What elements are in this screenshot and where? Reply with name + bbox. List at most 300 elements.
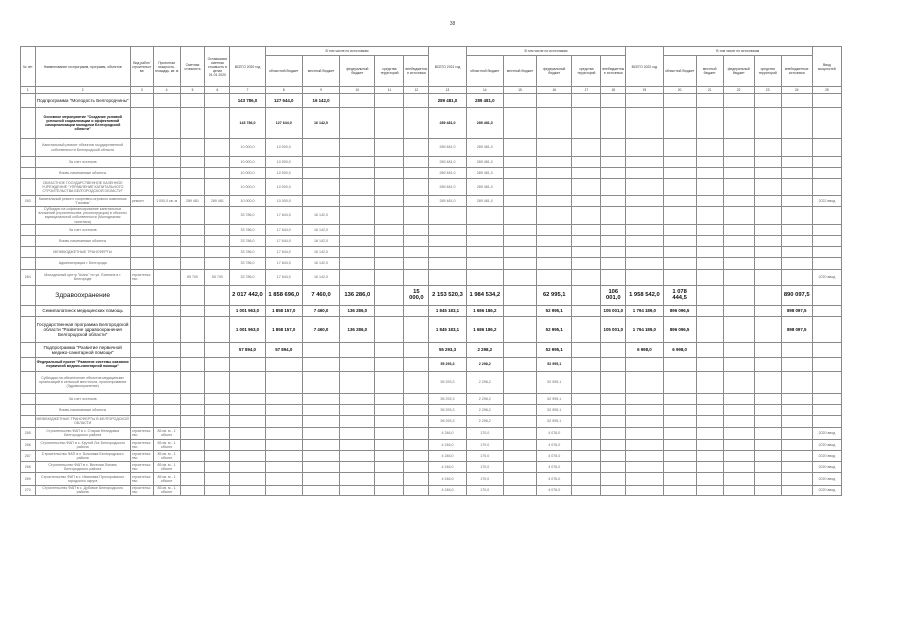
value-cell xyxy=(503,196,536,207)
value-cell: 289 481,0 xyxy=(466,179,503,196)
work-type xyxy=(130,404,153,415)
value-cell xyxy=(781,207,812,225)
value-cell xyxy=(375,342,404,357)
value-cell xyxy=(723,246,754,257)
value-cell xyxy=(723,357,754,371)
value-cell xyxy=(404,157,429,168)
value-cell: 52 995,1 xyxy=(537,305,572,316)
value-cell xyxy=(375,439,404,450)
commissioning-year: 2022 ввод xyxy=(812,196,841,207)
value-cell xyxy=(626,472,663,485)
value-cell xyxy=(340,472,375,485)
commissioning-year xyxy=(812,108,841,139)
row-title: Подпрограмма "Развитие первичной медико-санитарной помощи" xyxy=(35,342,130,357)
value-cell xyxy=(696,485,723,495)
value-cell xyxy=(601,224,626,235)
value-cell xyxy=(404,357,429,371)
header-type: Вид работ/строительства xyxy=(130,47,153,87)
value-cell xyxy=(663,246,696,257)
commissioning-year xyxy=(812,139,841,157)
value-cell: 289 481,0 xyxy=(429,139,466,157)
row-title: Здравоохранение xyxy=(35,285,130,305)
value-cell xyxy=(696,235,723,246)
value-cell xyxy=(265,393,302,404)
value-cell xyxy=(696,196,723,207)
header-territory-2022: средства территорий xyxy=(754,56,781,87)
row-number xyxy=(21,224,36,235)
value-cell xyxy=(153,207,180,225)
value-cell xyxy=(340,269,375,285)
header-territory-2020: средства территорий xyxy=(375,56,404,87)
value-cell xyxy=(180,235,205,246)
value-cell xyxy=(153,246,180,257)
value-cell xyxy=(781,179,812,196)
value-cell xyxy=(340,157,375,168)
row-title: Вновь начинаемые объекты xyxy=(35,404,130,415)
commissioning-year xyxy=(812,257,841,269)
value-cell xyxy=(626,269,663,285)
header-local-2020: местный бюджет xyxy=(302,56,339,87)
value-cell: 170,0 xyxy=(466,485,503,495)
value-cell xyxy=(754,427,781,439)
value-cell xyxy=(302,342,339,357)
table-row xyxy=(21,461,842,472)
value-cell: 170,0 xyxy=(466,439,503,450)
row-number: 264 xyxy=(21,269,36,285)
commissioning-year: 2020 ввод xyxy=(812,427,841,439)
value-cell xyxy=(375,393,404,404)
value-cell xyxy=(153,371,180,393)
header-remaining: Оставшаяся сметная стоимость в ценах 01.01.2020 xyxy=(205,47,230,87)
value-cell: 10 000,0 xyxy=(230,179,265,196)
row-title: Субсидии на обеспечение объектов медицинских организаций в сельской местности, проектирование (Здравоохранение) xyxy=(35,371,130,393)
work-type xyxy=(130,224,153,235)
value-cell xyxy=(626,461,663,472)
value-cell xyxy=(572,342,601,357)
value-cell xyxy=(537,157,572,168)
value-cell xyxy=(626,196,663,207)
header-name: Наименование госпрограмм, программ, объектов xyxy=(35,47,130,87)
value-cell xyxy=(230,357,265,371)
value-cell: 10 000,0 xyxy=(230,139,265,157)
value-cell: 16 142,0 xyxy=(302,224,339,235)
commissioning-year: 2020 ввод xyxy=(812,439,841,450)
table-body xyxy=(21,87,842,496)
value-cell: 10 000,0 xyxy=(265,179,302,196)
value-cell xyxy=(302,439,339,450)
value-cell xyxy=(537,207,572,225)
value-cell xyxy=(663,439,696,450)
value-cell: 898 097,5 xyxy=(781,305,812,316)
value-cell: 289 481,0 xyxy=(429,157,466,168)
column-number: 14 xyxy=(466,87,503,94)
value-cell xyxy=(572,224,601,235)
value-cell xyxy=(781,94,812,108)
budget-table-sheet xyxy=(20,46,842,496)
value-cell: 65 700 xyxy=(180,269,205,285)
value-cell: 33 786,0 xyxy=(230,269,265,285)
value-cell xyxy=(503,246,536,257)
value-cell: 7 460,0 xyxy=(302,316,339,342)
value-cell xyxy=(781,168,812,179)
value-cell xyxy=(340,461,375,472)
value-cell xyxy=(754,393,781,404)
value-cell xyxy=(723,179,754,196)
table-row xyxy=(21,224,842,235)
value-cell xyxy=(404,224,429,235)
value-cell xyxy=(572,139,601,157)
value-cell: 1 845 183,1 xyxy=(429,305,466,316)
row-title: Федеральный проект "Развитие системы оказания первичной медико-санитарной помощи" xyxy=(35,357,130,371)
commissioning-year xyxy=(812,179,841,196)
value-cell xyxy=(754,485,781,495)
value-cell: 57 894,0 xyxy=(230,342,265,357)
value-cell xyxy=(696,371,723,393)
value-cell xyxy=(626,179,663,196)
value-cell xyxy=(723,393,754,404)
value-cell xyxy=(205,316,230,342)
work-type xyxy=(130,246,153,257)
value-cell: 7 460,0 xyxy=(302,305,339,316)
value-cell xyxy=(375,157,404,168)
value-cell xyxy=(265,415,302,427)
value-cell xyxy=(503,461,536,472)
row-number xyxy=(21,415,36,427)
value-cell xyxy=(723,450,754,461)
value-cell xyxy=(205,485,230,495)
value-cell xyxy=(626,257,663,269)
value-cell xyxy=(537,94,572,108)
value-cell xyxy=(180,285,205,305)
value-cell xyxy=(572,179,601,196)
row-number: 265 xyxy=(21,427,36,439)
value-cell xyxy=(663,393,696,404)
value-cell: 289 481 xyxy=(180,196,205,207)
value-cell: 55 293,3 xyxy=(429,404,466,415)
value-cell xyxy=(180,224,205,235)
work-type xyxy=(130,371,153,393)
value-cell xyxy=(601,461,626,472)
value-cell xyxy=(572,157,601,168)
value-cell xyxy=(781,139,812,157)
value-cell: 33 786,0 xyxy=(230,246,265,257)
header-regional-2021: областной бюджет xyxy=(466,56,503,87)
table-row xyxy=(21,139,842,157)
value-cell: 17 644,0 xyxy=(265,246,302,257)
value-cell xyxy=(153,404,180,415)
value-cell xyxy=(340,404,375,415)
value-cell xyxy=(230,393,265,404)
table-row xyxy=(21,415,842,427)
value-cell xyxy=(375,461,404,472)
row-number: 268 xyxy=(21,461,36,472)
value-cell xyxy=(466,207,503,225)
row-title: Строительство ФАП в с. Крутой Лог Белгородского района xyxy=(35,439,130,450)
value-cell xyxy=(696,415,723,427)
value-cell xyxy=(404,207,429,225)
row-title: ОБЛАСТНОЕ ГОСУДАРСТВЕННОЕ КАЗЕННОЕ УЧРЕЖДЕНИЕ "УПРАВЛЕНИЕ КАПИТАЛЬНОГО СТРОИТЕЛЬСТВА БЕЛГОРОДСКОЙ ОБЛАСТИ" xyxy=(35,179,130,196)
value-cell xyxy=(404,485,429,495)
value-cell xyxy=(663,235,696,246)
value-cell xyxy=(153,269,180,285)
value-cell xyxy=(572,439,601,450)
value-cell: 143 786,0 xyxy=(230,108,265,139)
value-cell xyxy=(340,439,375,450)
value-cell xyxy=(601,371,626,393)
commissioning-year xyxy=(812,224,841,235)
value-cell xyxy=(375,305,404,316)
value-cell xyxy=(601,393,626,404)
value-cell xyxy=(404,450,429,461)
value-cell xyxy=(265,461,302,472)
value-cell xyxy=(429,207,466,225)
value-cell: 1 845 183,1 xyxy=(429,316,466,342)
row-title: Администрация г. Белгорода xyxy=(35,257,130,269)
table-row xyxy=(21,342,842,357)
value-cell xyxy=(375,246,404,257)
value-cell xyxy=(754,157,781,168)
value-cell xyxy=(723,269,754,285)
value-cell xyxy=(723,257,754,269)
value-cell xyxy=(180,157,205,168)
row-number: 270 xyxy=(21,485,36,495)
work-type: строительство xyxy=(130,461,153,472)
value-cell: 10 000,0 xyxy=(230,168,265,179)
value-cell: 2 017 442,0 xyxy=(230,285,265,305)
budget-table xyxy=(20,46,842,496)
table-row xyxy=(21,485,842,495)
header-federal-2020: федеральный бюджет xyxy=(340,56,375,87)
value-cell xyxy=(375,207,404,225)
value-cell: 16 142,0 xyxy=(302,269,339,285)
value-cell: 896 096,5 xyxy=(663,316,696,342)
value-cell xyxy=(601,257,626,269)
value-cell: 1 858 696,0 xyxy=(265,285,302,305)
value-cell xyxy=(230,439,265,450)
work-type xyxy=(130,94,153,108)
value-cell xyxy=(754,461,781,472)
value-cell xyxy=(153,224,180,235)
value-cell xyxy=(572,305,601,316)
value-cell xyxy=(696,285,723,305)
value-cell xyxy=(205,224,230,235)
value-cell xyxy=(466,257,503,269)
value-cell xyxy=(601,485,626,495)
row-number xyxy=(21,257,36,269)
value-cell xyxy=(572,357,601,371)
value-cell xyxy=(663,371,696,393)
value-cell: 10 000,0 xyxy=(265,157,302,168)
value-cell xyxy=(205,450,230,461)
value-cell: 4 246,0 xyxy=(429,461,466,472)
value-cell: 289 481,0 xyxy=(466,168,503,179)
header-federal-2021: федеральный бюджет xyxy=(537,56,572,87)
row-title: Основное мероприятие "Создание условий успешной социализации и эффективной самореализации молодежи Белгородской области" xyxy=(35,108,130,139)
column-number: 1 xyxy=(21,87,36,94)
value-cell xyxy=(663,472,696,485)
value-cell: 52 995,1 xyxy=(537,415,572,427)
value-cell xyxy=(572,108,601,139)
value-cell xyxy=(205,139,230,157)
table-row xyxy=(21,94,842,108)
value-cell xyxy=(723,404,754,415)
column-number: 19 xyxy=(626,87,663,94)
header-group-2021: В том числе по источникам xyxy=(466,47,626,56)
value-cell xyxy=(205,415,230,427)
value-cell xyxy=(663,357,696,371)
value-cell xyxy=(754,269,781,285)
row-title: Подпрограмма "Молодость Белгородчины" xyxy=(35,94,130,108)
value-cell: 4 076,0 xyxy=(537,439,572,450)
value-cell xyxy=(781,404,812,415)
value-cell xyxy=(601,246,626,257)
value-cell xyxy=(340,427,375,439)
table-row xyxy=(21,305,842,316)
value-cell: 2 298,2 xyxy=(466,342,503,357)
value-cell xyxy=(723,415,754,427)
value-cell xyxy=(663,179,696,196)
value-cell xyxy=(180,342,205,357)
value-cell xyxy=(265,472,302,485)
row-number xyxy=(21,179,36,196)
value-cell xyxy=(265,450,302,461)
header-total-2021: ВСЕГО 2021 год xyxy=(429,47,466,87)
value-cell xyxy=(153,342,180,357)
value-cell xyxy=(302,415,339,427)
value-cell xyxy=(663,404,696,415)
value-cell: 55 293,3 xyxy=(429,371,466,393)
value-cell: 10 000,0 xyxy=(230,196,265,207)
column-number: 20 xyxy=(663,87,696,94)
value-cell: 289 481,0 xyxy=(466,157,503,168)
header-regional-2020: областной бюджет xyxy=(265,56,302,87)
value-cell: 127 644,0 xyxy=(265,108,302,139)
row-title: Семипалатинск медицинских помощь xyxy=(35,305,130,316)
value-cell xyxy=(375,316,404,342)
row-number: 267 xyxy=(21,450,36,461)
value-cell: 10 000,0 xyxy=(230,157,265,168)
value-cell xyxy=(754,415,781,427)
value-cell xyxy=(723,316,754,342)
value-cell: 85 кв. м - 1 объект xyxy=(153,450,180,461)
value-cell: 4 076,0 xyxy=(537,461,572,472)
row-title: Молодежный центр "Шанс" по ул. Есенина в г. Белгороде xyxy=(35,269,130,285)
value-cell xyxy=(205,157,230,168)
value-cell xyxy=(205,461,230,472)
work-type: строительство xyxy=(130,269,153,285)
value-cell: 1 001 963,0 xyxy=(230,316,265,342)
value-cell xyxy=(230,415,265,427)
value-cell: 1 686 186,2 xyxy=(466,316,503,342)
value-cell xyxy=(601,94,626,108)
value-cell: 4 076,0 xyxy=(537,450,572,461)
commissioning-year xyxy=(812,415,841,427)
commissioning-year xyxy=(812,157,841,168)
value-cell: 10 000,0 xyxy=(265,196,302,207)
value-cell: 6 998,0 xyxy=(626,342,663,357)
value-cell xyxy=(503,472,536,485)
value-cell xyxy=(696,342,723,357)
column-number: 15 xyxy=(503,87,536,94)
value-cell xyxy=(626,246,663,257)
value-cell xyxy=(180,168,205,179)
header-estimate: Сметная стоимость xyxy=(180,47,205,87)
value-cell xyxy=(180,207,205,225)
row-number xyxy=(21,94,36,108)
commissioning-year xyxy=(812,316,841,342)
value-cell xyxy=(230,450,265,461)
work-type: ремонт xyxy=(130,196,153,207)
value-cell xyxy=(663,461,696,472)
table-row xyxy=(21,246,842,257)
value-cell xyxy=(537,179,572,196)
value-cell: 127 644,0 xyxy=(265,94,302,108)
work-type xyxy=(130,357,153,371)
value-cell: 289 481,0 xyxy=(466,139,503,157)
value-cell xyxy=(466,224,503,235)
header-deadline: Ввод мощностей xyxy=(812,47,841,87)
value-cell: 4 076,0 xyxy=(537,427,572,439)
value-cell xyxy=(723,168,754,179)
value-cell: 16 142,0 xyxy=(302,235,339,246)
header-group-2022: В том числе по источникам xyxy=(663,47,812,56)
value-cell xyxy=(696,357,723,371)
row-number xyxy=(21,285,36,305)
value-cell: 143 786,0 xyxy=(230,94,265,108)
work-type xyxy=(130,415,153,427)
work-type: строительство xyxy=(130,439,153,450)
value-cell xyxy=(601,235,626,246)
row-title: Строительство ФАП в с. Ивановка Прохоровского городского округа xyxy=(35,472,130,485)
value-cell xyxy=(404,168,429,179)
value-cell xyxy=(601,415,626,427)
value-cell: 85 кв. м - 1 объект xyxy=(153,461,180,472)
value-cell xyxy=(153,415,180,427)
value-cell xyxy=(572,485,601,495)
value-cell: 17 644,0 xyxy=(265,235,302,246)
value-cell xyxy=(404,316,429,342)
value-cell xyxy=(153,357,180,371)
value-cell xyxy=(572,246,601,257)
value-cell xyxy=(626,157,663,168)
value-cell xyxy=(754,357,781,371)
value-cell xyxy=(723,472,754,485)
value-cell xyxy=(572,393,601,404)
table-row xyxy=(21,269,842,285)
value-cell xyxy=(503,285,536,305)
value-cell xyxy=(781,224,812,235)
value-cell xyxy=(153,139,180,157)
value-cell xyxy=(601,342,626,357)
value-cell xyxy=(696,450,723,461)
value-cell xyxy=(572,168,601,179)
row-number xyxy=(21,235,36,246)
value-cell xyxy=(503,157,536,168)
column-number: 12 xyxy=(404,87,429,94)
header-total-2020: ВСЕГО 2020 год xyxy=(230,47,265,87)
header-local-2021: местный бюджет xyxy=(503,56,536,87)
value-cell xyxy=(626,485,663,495)
value-cell: 1 794 189,0 xyxy=(626,316,663,342)
value-cell xyxy=(153,393,180,404)
value-cell xyxy=(537,196,572,207)
commissioning-year: 2020 ввод xyxy=(812,472,841,485)
value-cell: 57 894,0 xyxy=(265,342,302,357)
value-cell xyxy=(153,168,180,179)
value-cell: 898 097,5 xyxy=(781,316,812,342)
value-cell xyxy=(404,415,429,427)
row-number xyxy=(21,108,36,139)
